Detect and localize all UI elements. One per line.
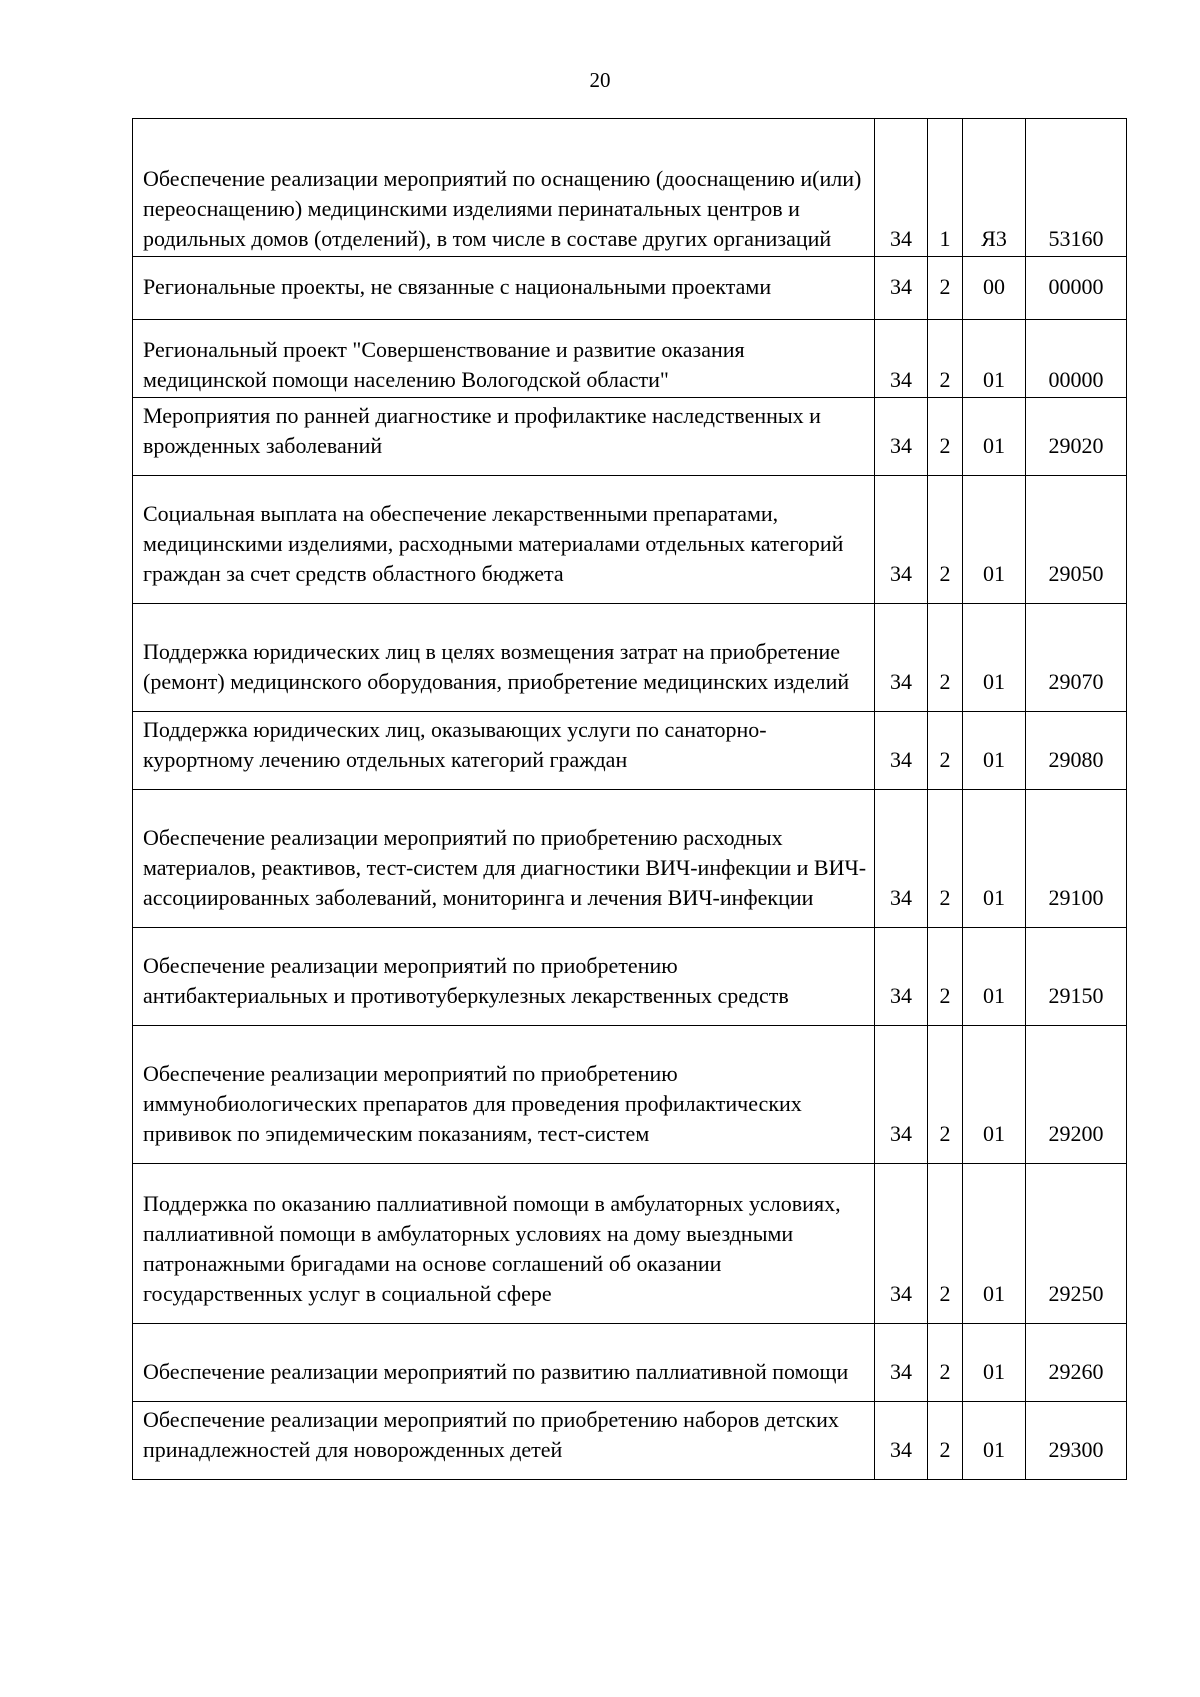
code-cell-1: 34: [875, 928, 928, 1026]
code-cell-2: 2: [928, 1026, 963, 1164]
table-row: [133, 257, 1127, 320]
row-name-cell: Обеспечение реализации мероприятий по приобретению наборов детских принадлежностей для новорожденных детей: [133, 1402, 875, 1480]
code-cell-1: 34: [875, 790, 928, 928]
code-cell-2: 2: [928, 320, 963, 398]
code-cell-3: 01: [963, 1402, 1026, 1480]
table-row: [133, 119, 1127, 257]
code-cell-3: 01: [963, 476, 1026, 604]
code-cell-1: 34: [875, 257, 928, 320]
row-name-cell: Мероприятия по ранней диагностике и профилактике наследственных и врожденных заболеваний: [133, 398, 875, 476]
code-cell-4: 29100: [1026, 790, 1127, 928]
code-cell-2: 2: [928, 712, 963, 790]
code-cell-3: 01: [963, 790, 1026, 928]
code-cell-4: 29020: [1026, 398, 1127, 476]
code-cell-4: 00000: [1026, 320, 1127, 398]
table-row: [133, 1026, 1127, 1164]
code-cell-1: 34: [875, 1402, 928, 1480]
code-cell-3: 01: [963, 604, 1026, 712]
table-row: [133, 1164, 1127, 1324]
code-cell-3: 01: [963, 1324, 1026, 1402]
table-row: [133, 320, 1127, 398]
code-cell-3: 01: [963, 398, 1026, 476]
code-cell-3: 00: [963, 257, 1026, 320]
code-cell-1: 34: [875, 476, 928, 604]
code-cell-2: 2: [928, 398, 963, 476]
code-cell-2: 2: [928, 476, 963, 604]
code-cell-2: 2: [928, 1402, 963, 1480]
code-cell-1: 34: [875, 119, 928, 257]
row-name-cell: Поддержка юридических лиц, оказывающих услуги по санаторно-курортному лечению отдельных категорий граждан: [133, 712, 875, 790]
row-name-cell: Поддержка юридических лиц в целях возмещения затрат на приобретение (ремонт) медицинского оборудования, приобретение медицинских изделий: [133, 604, 875, 712]
code-cell-1: 34: [875, 604, 928, 712]
budget-classification-table: [132, 118, 1127, 1480]
table-row: [133, 790, 1127, 928]
code-cell-1: 34: [875, 712, 928, 790]
table-row: [133, 712, 1127, 790]
code-cell-4: 29070: [1026, 604, 1127, 712]
code-cell-1: 34: [875, 398, 928, 476]
code-cell-4: 29300: [1026, 1402, 1127, 1480]
row-name-cell: Региональный проект "Совершенствование и развитие оказания медицинской помощи населению Вологодской области": [133, 320, 875, 398]
code-cell-3: 01: [963, 1164, 1026, 1324]
code-cell-4: 29250: [1026, 1164, 1127, 1324]
code-cell-4: 29080: [1026, 712, 1127, 790]
code-cell-1: 34: [875, 1324, 928, 1402]
code-cell-4: 29050: [1026, 476, 1127, 604]
table-row: [133, 1324, 1127, 1402]
code-cell-2: 2: [928, 257, 963, 320]
code-cell-2: 2: [928, 928, 963, 1026]
code-cell-3: 01: [963, 928, 1026, 1026]
page-number: 20: [589, 68, 611, 92]
code-cell-3: 01: [963, 1026, 1026, 1164]
code-cell-4: 00000: [1026, 257, 1127, 320]
row-name-cell: Обеспечение реализации мероприятий по приобретению антибактериальных и противотуберкулезных лекарственных средств: [133, 928, 875, 1026]
code-cell-2: 1: [928, 119, 963, 257]
row-name-cell: Обеспечение реализации мероприятий по оснащению (дооснащению и(или) переоснащению) медицинскими изделиями перинатальных центров и родильных домов (отделений), в том числе в составе других организаций: [133, 119, 875, 257]
code-cell-2: 2: [928, 790, 963, 928]
row-name-cell: Обеспечение реализации мероприятий по приобретению иммунобиологических препаратов для проведения профилактических прививок по эпидемическим показаниям, тест-систем: [133, 1026, 875, 1164]
row-name-cell: Обеспечение реализации мероприятий по развитию паллиативной помощи: [133, 1324, 875, 1402]
code-cell-4: 29150: [1026, 928, 1127, 1026]
table-row: [133, 928, 1127, 1026]
row-name-cell: Поддержка по оказанию паллиативной помощи в амбулаторных условиях, паллиативной помощи в амбулаторных условиях на дому выездными патронажными бригадами на основе соглашений об оказании государственных услуг в социальной сфере: [133, 1164, 875, 1324]
code-cell-3: Я3: [963, 119, 1026, 257]
table-row: [133, 1402, 1127, 1480]
table-row: [133, 604, 1127, 712]
code-cell-1: 34: [875, 320, 928, 398]
code-cell-3: 01: [963, 320, 1026, 398]
code-cell-2: 2: [928, 1164, 963, 1324]
row-name-cell: Социальная выплата на обеспечение лекарственными препаратами, медицинскими изделиями, расходными материалами отдельных категорий граждан за счет средств областного бюджета: [133, 476, 875, 604]
table-row: [133, 398, 1127, 476]
code-cell-3: 01: [963, 712, 1026, 790]
code-cell-1: 34: [875, 1026, 928, 1164]
code-cell-4: 29260: [1026, 1324, 1127, 1402]
code-cell-4: 53160: [1026, 119, 1127, 257]
code-cell-2: 2: [928, 604, 963, 712]
row-name-cell: Региональные проекты, не связанные с национальными проектами: [133, 257, 875, 320]
table-row: [133, 476, 1127, 604]
code-cell-4: 29200: [1026, 1026, 1127, 1164]
code-cell-2: 2: [928, 1324, 963, 1402]
code-cell-1: 34: [875, 1164, 928, 1324]
row-name-cell: Обеспечение реализации мероприятий по приобретению расходных материалов, реактивов, тест-систем для диагностики ВИЧ-инфекции и ВИЧ-ассоциированных заболеваний, мониторинга и лечения ВИЧ-инфекции: [133, 790, 875, 928]
